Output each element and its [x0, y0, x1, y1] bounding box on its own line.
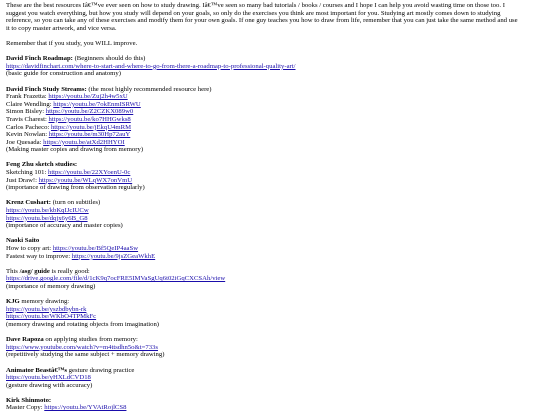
item-label: Simon Bisley:	[6, 108, 46, 116]
section-note: (Beginners should do this)	[72, 55, 146, 63]
video-link[interactable]: https://youtu.be/jEkqU4mRM	[50, 123, 132, 131]
section-note: memory drawing:	[19, 298, 70, 306]
video-link[interactable]: https://www.youtube.com/watch?v=m4ttsdhn5o&t=733s	[6, 343, 158, 351]
section-title: Animator Beastâ€™s	[6, 366, 67, 374]
item-label: Joe Quesada:	[6, 138, 44, 146]
video-link[interactable]: https://youtu.be/Z2CZKX089w0	[45, 108, 134, 116]
asg-guide-link[interactable]: https://drive.google.com/file/d/1cK9q7ocFRE5IMVaSgUq6t02iGqCXCSAh/view	[6, 275, 226, 283]
section-note: is really good:	[49, 267, 90, 275]
list-item	[6, 108, 522, 116]
section-description: (memory drawing and rotating objects from imagination)	[6, 320, 160, 328]
spacer	[6, 48, 522, 56]
section-description: (basic guide for construction and anatomy)	[6, 70, 121, 78]
list-item	[6, 93, 522, 101]
video-link[interactable]: https://youtu.be/9jsZGeaWkhE	[71, 252, 156, 260]
section-note: gesture drawing practice	[67, 366, 135, 374]
section-title: Feng Zhu sketch studies:	[6, 161, 78, 169]
section-title: David Finch Roadmap:	[6, 55, 73, 63]
list-item	[6, 131, 522, 139]
section-description: (gesture drawing with accuracy)	[6, 381, 93, 389]
video-link[interactable]: https://youtu.be/yHXLdCVD18	[6, 374, 91, 382]
video-link[interactable]: https://youtu.be/YVAtRojlCS8	[44, 404, 127, 412]
section-title: Krenz Cushart:	[6, 199, 52, 207]
section-naoki-heading	[6, 237, 522, 245]
section-description: (repetitively studying the same subject + memory drawing)	[6, 351, 165, 359]
remember-line: Remember that if you study, you WILL improve.	[6, 39, 138, 47]
item-label: Travis Charest:	[6, 115, 49, 123]
spacer	[6, 291, 522, 299]
item-label: Carlos Pacheco:	[6, 123, 51, 131]
finch-roadmap-link[interactable]: https://davidfinchart.com/where-to-start-and-where-to-go-from-there-a-roadmap-to-professional-quality-art/	[6, 62, 296, 70]
section-title: Kirk Shinmoto:	[6, 396, 52, 404]
item-label: How to copy art:	[6, 245, 53, 252]
item-label: Fastest way to improve:	[6, 252, 72, 260]
section-description: (importance of drawing from observation regularly)	[6, 184, 145, 192]
item-label: Claire Wendling:	[6, 100, 54, 108]
item-label: Kevin Nowlan:	[6, 131, 49, 139]
video-link[interactable]: https://youtu.be/kbKqIJcIUCw	[6, 207, 89, 215]
section-krenz-heading	[6, 199, 522, 207]
spacer	[6, 154, 522, 162]
list-item	[6, 253, 522, 261]
section-kirk-heading	[6, 397, 522, 405]
list-item	[6, 116, 522, 124]
section-description: (importance of memory drawing)	[6, 282, 96, 290]
section-kjg-heading	[6, 298, 522, 306]
list-item	[6, 177, 522, 185]
list-item	[6, 139, 522, 147]
video-link[interactable]: https://youtu.be/WKbO4TPMkFc	[6, 313, 97, 321]
section-animator-beast-heading	[6, 367, 522, 375]
list-item	[6, 101, 522, 109]
section-note: (the most highly recommended resource here)	[86, 85, 212, 93]
video-link[interactable]: https://youtu.be/atXd2HHYOI	[43, 138, 125, 146]
section-prefix: This	[6, 267, 20, 275]
video-link[interactable]: https://youtu.be/Zuj2h4w5xU	[48, 93, 128, 101]
section-rapoza-heading	[6, 336, 522, 344]
section-asg-guide-heading	[6, 268, 522, 276]
section-title: /asg/ guide	[19, 267, 50, 275]
section-title: KJG	[6, 298, 20, 306]
intro-paragraph: These are the best resources Iâ€™ve ever seen on how to study drawing. Iâ€™ve seen so many bad tutorials / books / courses and I hope I can help you avoid wasting time on those too. I suggest you watch everything, but how you study will depend on your goals, so only do the exercises you think are most important for you. Studying art mostly comes down to studying reference, so you can take any of these exercises and modify them for your own goals. If one guy teaches you how to draw from life, remember that you can just take the same method and use it to copy master artwork, and vice versa.	[6, 2, 518, 32]
item-label: Just Draw!:	[6, 176, 39, 184]
spacer	[6, 230, 522, 238]
video-link[interactable]: https://youtu.be/m30Hp72auY	[48, 131, 131, 139]
section-description: (Making master copies and drawing from memory)	[6, 146, 144, 154]
item-label: Frank Frazetta:	[6, 93, 49, 101]
item-label: Sketching 101:	[6, 169, 48, 177]
spacer	[6, 32, 522, 40]
section-title: Naoki Saito	[6, 237, 40, 245]
spacer	[6, 359, 522, 367]
video-link[interactable]: https://youtu.be/Bf5QeIP4aaSw	[52, 245, 139, 252]
section-finch-streams-heading	[6, 86, 522, 94]
video-link[interactable]: https://youtu.be/ko7HHGwks8	[48, 115, 131, 123]
spacer	[6, 329, 522, 337]
section-feng-zhu-heading	[6, 161, 522, 169]
spacer	[6, 389, 522, 397]
section-finch-roadmap-heading	[6, 55, 522, 63]
video-link[interactable]: https://youtu.be/7okEnmISRWU	[53, 100, 141, 108]
list-item	[6, 245, 522, 253]
spacer	[6, 192, 522, 200]
video-link[interactable]: https://youtu.be/yszbdbybn-rk	[6, 305, 87, 313]
section-title: David Finch Study Streams:	[6, 85, 87, 93]
video-link[interactable]: https://youtu.be/WLqWX7onVmU	[38, 176, 133, 184]
section-description: (importance of accuracy and master copies)	[6, 222, 123, 230]
list-item	[6, 404, 522, 412]
video-link[interactable]: https://youtu.be/22XYoenU-0c	[47, 169, 131, 177]
item-label: Master Copy:	[6, 404, 45, 412]
section-note: (turn on subtitles)	[51, 199, 101, 207]
section-title: Dave Rapoza	[6, 336, 44, 344]
section-note: on applying studies from memory:	[43, 336, 138, 344]
video-link[interactable]: https://youtu.be/dqjx6y6B_G8	[6, 214, 88, 222]
list-item	[6, 169, 522, 177]
list-item	[6, 124, 522, 132]
spacer	[6, 260, 522, 268]
spacer	[6, 78, 522, 86]
